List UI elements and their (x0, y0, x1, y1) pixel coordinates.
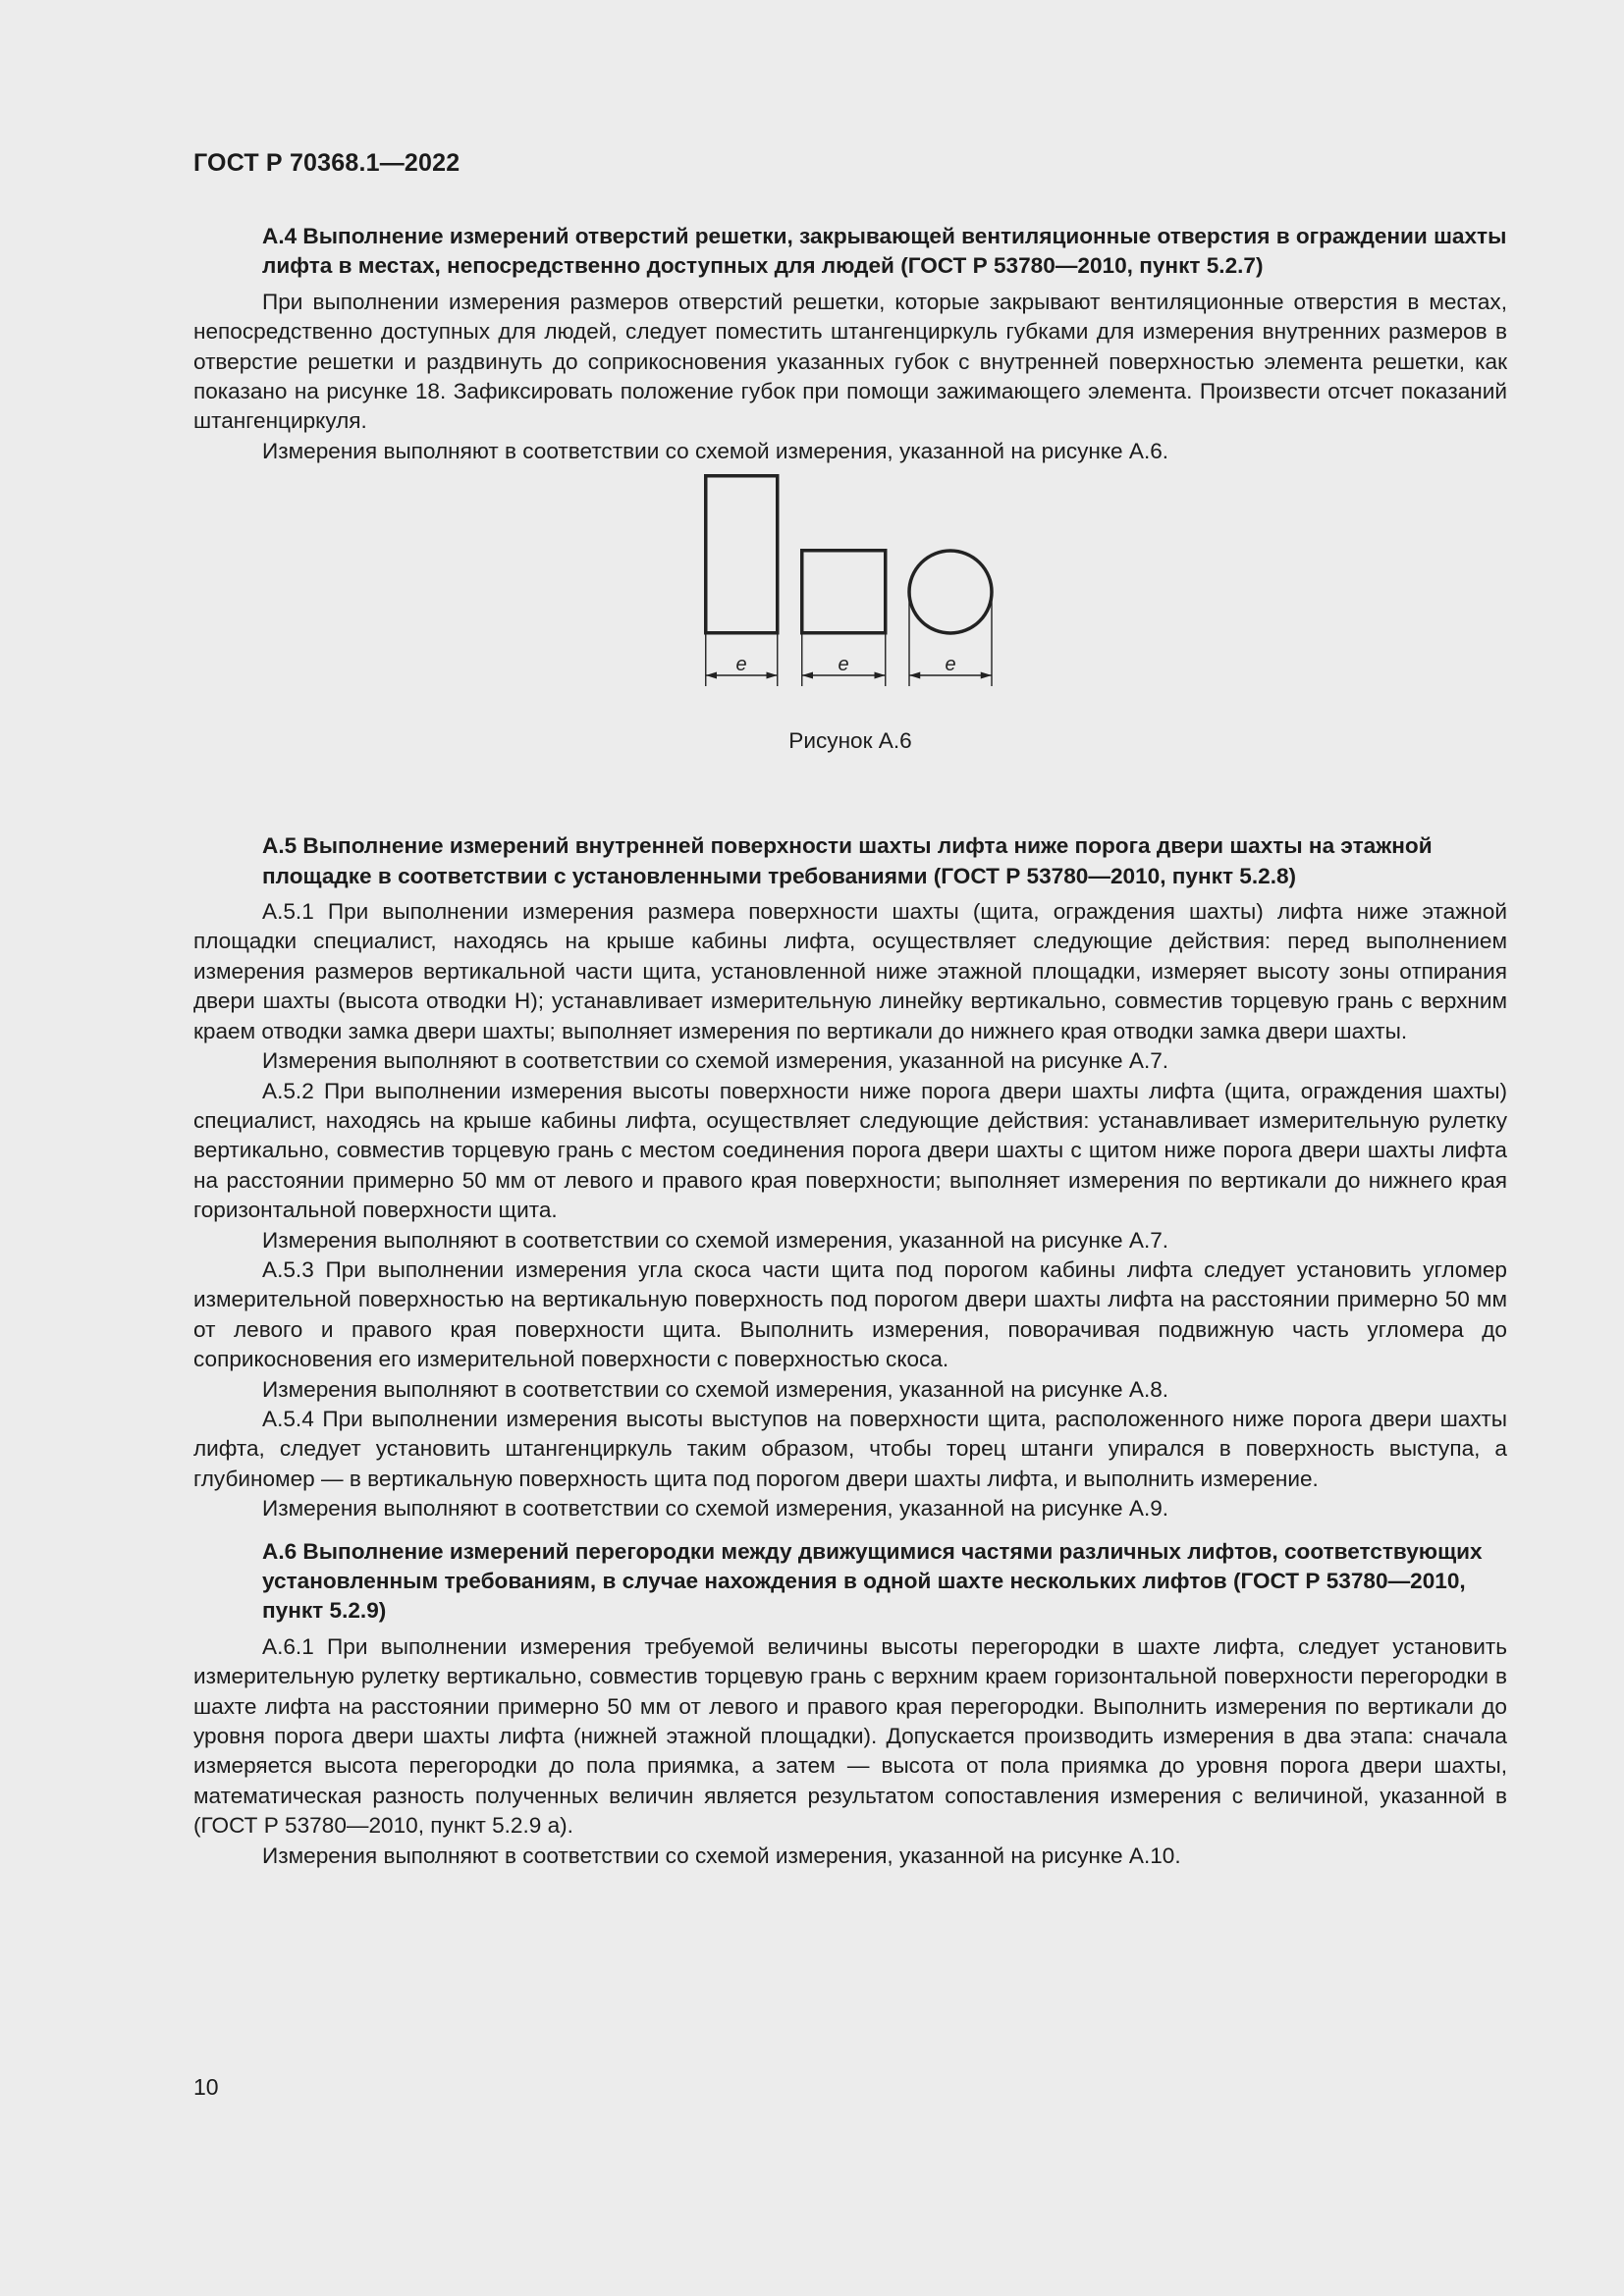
dimension-label: e (838, 654, 849, 676)
paragraph: Измерения выполняют в соответствии со схемой измерения, указанной на рисунке А.9. (262, 1496, 1169, 1522)
figure-a6 (193, 466, 1507, 782)
paragraph: Измерения выполняют в соответствии со схемой измерения, указанной на рисунке А.7. (262, 1227, 1169, 1253)
arrowhead (706, 672, 717, 679)
rectangle-opening (706, 476, 778, 633)
arrowhead (909, 672, 920, 679)
section-a6-title: А.6 Выполнение измерений перегородки между движущимися частями различных лифтов, соответствующих установленным требованиям, в случае нахождения в одной шахте нескольких лифтов (ГОСТ Р 53780—2010, пункт 5.2.9) (262, 1538, 1483, 1624)
figure-caption: Рисунок А.6 (788, 728, 912, 754)
page-content (193, 222, 1507, 1871)
figure-a6-drawing (704, 474, 999, 700)
section-a4-title: А.4 Выполнение измерений отверстий решетки, закрывающей вентиляционные отверстия в ограждении шахты лифта в местах, непосредственно доступных для людей (ГОСТ Р 53780—2010, пункт 5.2.7) (262, 224, 1507, 279)
dimension-label: e (945, 654, 956, 676)
paragraph: Измерения выполняют в соответствии со схемой измерения, указанной на рисунке А.6. (262, 438, 1169, 463)
section-a6 (193, 1537, 1507, 1871)
circle-opening (909, 551, 992, 633)
section-a5-title: А.5 Выполнение измерений внутренней поверхности шахты лифта ниже порога двери шахты на этажной площадке в соответствии с установленными требованиями (ГОСТ Р 53780—2010, пункт 5.2.8) (262, 833, 1433, 888)
paragraph: Измерения выполняют в соответствии со схемой измерения, указанной на рисунке А.8. (262, 1376, 1169, 1402)
paragraph: Измерения выполняют в соответствии со схемой измерения, указанной на рисунке А.10. (262, 1842, 1181, 1868)
paragraph: При выполнении измерения размеров отверстий решетки, которые закрывают вентиляционные отверстия в местах, непосредственно доступных для людей, следует поместить штангенциркуль губками для измерения внутренних размеров в отверстие решетки и раздвинуть до соприкосновения указанных губок с внутренней поверхностью элемента решетки, как показано на рисунке 18. Зафиксировать положение губок при помощи зажимающего элемента. Произвести отсчет показаний штангенциркуля. (193, 289, 1507, 434)
document-id-header: ГОСТ Р 70368.1—2022 (193, 149, 460, 177)
arrowhead (981, 672, 992, 679)
paragraph: А.5.1 При выполнении измерения размера поверхности шахты (щита, ограждения шахты) лифта ниже этажной площадки специалист, находясь на крыше кабины лифта, осуществляет следующие действия: перед выполнением измерения размеров вертикальной части щита, установленной ниже этажной площадки, измеряет высоту зоны отпирания двери шахты (высота отводки Н); устанавливает измерительную линейку вертикально, совместив торцевую грань с верхним краем отводки замка двери шахты; выполняет измерения по вертикали до нижнего края отводки замка двери шахты. (193, 899, 1507, 1043)
square-opening (802, 551, 886, 633)
page-number: 10 (193, 2074, 219, 2100)
dimension-label: e (735, 654, 747, 676)
paragraph: А.5.3 При выполнении измерения угла скоса части щита под порогом кабины лифта следует установить угломер измерительной поверхностью на вертикальную поверхность под порогом двери шахты лифта на расстоянии примерно 50 мм от левого и правого края поверхности щита. Выполнить измерения, поворачивая подвижную часть угломера до соприкосновения его измерительной поверхности с поверхностью скоса. (193, 1256, 1507, 1372)
section-a4 (193, 222, 1507, 466)
paragraph: Измерения выполняют в соответствии со схемой измерения, указанной на рисунке А.7. (262, 1048, 1169, 1074)
arrowhead (767, 672, 778, 679)
section-a5 (193, 831, 1507, 1523)
paragraph: А.5.4 При выполнении измерения высоты выступов на поверхности щита, расположенного ниже порога двери шахты лифта, следует установить штангенциркуль таким образом, чтобы торец штанги упирался в поверхность выступа, а глубиномер — в вертикальную поверхность щита под порогом двери шахты лифта, и выполнить измерение. (193, 1406, 1507, 1491)
paragraph: А.6.1 При выполнении измерения требуемой величины высоты перегородки в шахте лифта, следует установить измерительную рулетку вертикально, совместив торцевую грань с верхним краем горизонтальной поверхности перегородки в шахте лифта на расстоянии примерно 50 мм от левого и правого края перегородки. Выполнить измерения по вертикали до уровня порога двери шахты лифта (нижней этажной площадки). Допускается производить измерения в два этапа: сначала измеряется высота перегородки до пола приямка, а затем — высота от пола приямка до уровня порога двери шахты, математическая разность полученных величин является результатом сопоставления измерения с величиной, указанной в (ГОСТ Р 53780—2010, пункт 5.2.9 а). (193, 1633, 1507, 1839)
arrowhead (875, 672, 886, 679)
paragraph: А.5.2 При выполнении измерения высоты поверхности ниже порога двери шахты лифта (щита, ограждения шахты) специалист, находясь на крыше кабины лифта, осуществляет следующие действия: устанавливает измерительную рулетку вертикально, совместив торцевую грань с местом соединения порога двери шахты с щитом ниже порога двери шахты лифта на расстоянии примерно 50 мм от левого и правого края поверхности; выполняет измерения по вертикали до нижнего края горизонтальной поверхности щита. (193, 1078, 1507, 1223)
arrowhead (802, 672, 813, 679)
